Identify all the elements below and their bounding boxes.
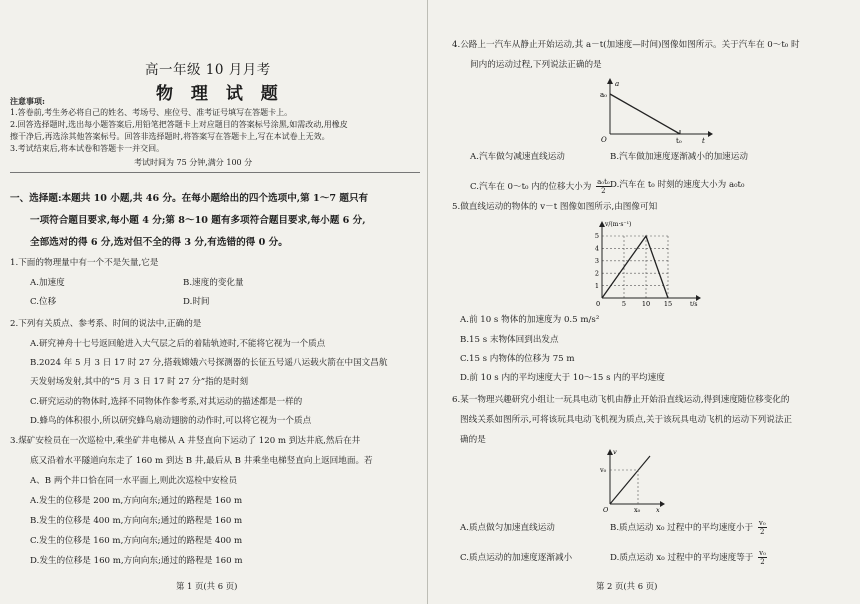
q5-option-c: C.15 s 内物体的位移为 75 m — [460, 354, 575, 364]
q3-option-a: A.发生的位移是 200 m,方向向东;通过的路程是 160 m — [30, 496, 243, 506]
q6-d-fraction-numerator: v₀ — [759, 549, 766, 557]
page-divider — [427, 0, 428, 604]
q6-graph-line — [610, 456, 650, 504]
q4-fraction-numerator: a₀t₀ — [597, 178, 610, 186]
q4-y-arrow — [607, 78, 613, 84]
q4-stem-line-2: 间内的运动过程,下列说法正确的是 — [470, 60, 602, 70]
q6-vx-graph — [598, 448, 670, 514]
q5-y-tick-2: 2 — [594, 269, 599, 278]
q5-option-d: D.前 10 s 内的平均速度大于 10～15 s 内的平均速度 — [460, 373, 665, 383]
q3-stem-line-2: 底又沿着水平隧道向东走了 160 m 到达 B 井,最后从 B 井乘坐电梯竖直向上返回地面。若 — [30, 456, 373, 466]
q2-stem: 2.下列有关质点、参考系、时间的说法中,正确的是 — [10, 319, 202, 329]
q6-origin-label: O — [603, 506, 609, 514]
notice-line-1: 1.答卷前,考生务必将自己的姓名、考场号、座位号、准考证号填写在答题卡上。 — [10, 108, 293, 117]
exam-time-info: 考试时间为 75 分钟,满分 100 分 — [134, 158, 253, 167]
notice-heading: 注意事项: — [10, 96, 45, 106]
q4-origin-label: O — [601, 136, 607, 144]
q6-option-c: C.质点运动的加速度逐渐减小 — [460, 553, 573, 563]
q4-x-arrow — [708, 131, 713, 137]
q4-t-axis-label: t — [702, 137, 705, 144]
q5-x-tick-10: 10 — [641, 300, 651, 306]
q6-x0-label: x₀ — [634, 506, 641, 514]
q1-option-d: D.时间 — [183, 297, 210, 307]
exam-title: 高一年级 10 月月考 — [145, 62, 271, 78]
q6-stem-line-3: 确的是 — [460, 435, 486, 445]
q5-option-b: B.15 s 末物体回到出发点 — [460, 335, 559, 345]
q4-graph-line — [610, 94, 680, 134]
q6-stem-line-1: 6.某一物理兴趣研究小组让一玩具电动飞机由静止开始沿直线运动,得到速度随位移变化的 — [452, 395, 790, 405]
q5-x-tick-15: 15 — [663, 300, 673, 306]
q2-option-d: D.蜂鸟的体积很小,所以研究蜂鸟扇动翅膀的动作时,可以将它视为一个质点 — [30, 416, 312, 426]
q5-y-tick-4: 4 — [594, 244, 599, 253]
q4-a0-label: a₀ — [600, 91, 607, 99]
q4-at-graph — [598, 78, 713, 144]
notice-line-2: 2.回答选择题时,选出每小题答案后,用铅笔把答题卡上对应题目的答案标号涂黑,如需改动,用橡皮 — [10, 120, 348, 129]
q6-d-fraction — [758, 549, 767, 566]
q1-stem: 1.下面的物理量中有一个不是矢量,它是 — [10, 258, 159, 268]
section-rule — [10, 172, 420, 173]
q6-x-axis-label: x — [656, 506, 660, 514]
q6-option-b — [610, 519, 767, 536]
q5-stem: 5.做直线运动的物体的 v－t 图像如图所示,由图像可知 — [452, 202, 658, 212]
q6-b-fraction — [758, 519, 767, 536]
q1-option-c: C.位移 — [30, 297, 57, 307]
q6-option-a: A.质点做匀加速直线运动 — [460, 523, 555, 533]
q4-option-b: B.汽车做加速度逐渐减小的加速运动 — [610, 152, 748, 162]
notice-line-3: 擦干净后,再选涂其他答案标号。回答非选择题时,将答案写在答题卡上,写在本试卷上无效。 — [10, 132, 330, 141]
q4-option-d: D.汽车在 t₀ 时刻的速度大小为 a₀t₀ — [610, 180, 745, 190]
q6-x-arrow — [660, 501, 665, 507]
q4-t0-label: t₀ — [676, 137, 682, 144]
right-page — [430, 0, 860, 604]
q5-graph-line — [602, 236, 668, 298]
q6-d-fraction-denominator: 2 — [760, 558, 765, 566]
section1-line-3: 全部选对的得 6 分,选对但不全的得 3 分,有选错的得 0 分。 — [30, 237, 288, 248]
q2-option-c: C.研究运动的物体时,选择不同物体作参考系,对其运动的描述都是一样的 — [30, 397, 303, 407]
q3-option-b: B.发生的位移是 400 m,方向向东;通过的路程是 160 m — [30, 516, 243, 526]
q5-x-tick-5: 5 — [621, 300, 627, 306]
q6-b-fraction-denominator: 2 — [760, 528, 765, 536]
page-footer-left: 第 1 页(共 6 页) — [176, 581, 238, 591]
page-footer-right: 第 2 页(共 6 页) — [596, 581, 658, 591]
q3-stem-line-1: 3.煤矿安检员在一次巡检中,乘坐矿井电梯从 A 井竖直向下运动了 120 m 到达井底,然后在井 — [10, 436, 361, 446]
q6-stem-line-2: 图线关系如图所示,可将该玩具电动飞机视为质点,关于该玩具电动飞机的运动下列说法正 — [460, 415, 793, 425]
q5-y-tick-5: 5 — [594, 232, 599, 241]
q3-stem-line-3: A、B 两个井口恰在同一水平面上,则此次巡检中安检员 — [30, 476, 238, 486]
q4-option-c-text: C.汽车在 0～t₀ 内的位移大小为 — [470, 182, 592, 192]
notice-line-4: 3.考试结束后,将本试卷和答题卡一并交回。 — [10, 144, 165, 153]
q1-option-a: A.加速度 — [30, 278, 65, 288]
q4-a-axis-label: a — [615, 80, 620, 88]
q4-fraction-denominator: 2 — [601, 187, 606, 195]
left-page — [0, 0, 426, 604]
q2-option-b-line-2: 天发射场发射,其中的“5 月 3 日 17 时 27 分”指的是时刻 — [30, 377, 249, 387]
q5-vt-graph — [588, 218, 703, 306]
q6-option-d — [610, 549, 767, 566]
q6-option-b-text: B.质点运动 x₀ 过程中的平均速度小于 — [610, 523, 754, 533]
q6-v0-label: v₀ — [600, 466, 607, 474]
q5-option-a: A.前 10 s 物体的加速度为 0.5 m/s² — [460, 315, 600, 325]
section1-line-1: 一、选择题:本题共 10 小题,共 46 分。在每小题给出的四个选项中,第 1～7 题只有 — [10, 193, 369, 204]
q3-option-c: C.发生的位移是 160 m,方向向东;通过的路程是 400 m — [30, 536, 243, 546]
subject-title: 物 理 试 题 — [156, 84, 284, 104]
q5-y-tick-1: 1 — [594, 281, 599, 290]
q6-option-d-text: D.质点运动 x₀ 过程中的平均速度等于 — [610, 553, 754, 563]
q4-option-c — [470, 178, 611, 195]
q5-y-axis-label: v/(m·s⁻¹) — [605, 221, 632, 228]
q6-v-axis-label: v — [613, 448, 617, 456]
q3-option-d: D.发生的位移是 160 m,方向向东;通过的路程是 160 m — [30, 556, 243, 566]
q4-fraction — [596, 178, 611, 195]
q5-y-tick-3: 3 — [594, 257, 599, 265]
section1-line-2: 一项符合题目要求,每小题 4 分;第 8～10 题有多项符合题目要求,每小题 6 分, — [30, 215, 366, 226]
q1-option-b: B.速度的变化量 — [183, 278, 244, 288]
q2-option-a: A.研究神舟十七号返回舱进入大气层之后的着陆轨迹时,不能将它视为一个质点 — [30, 339, 326, 349]
q2-option-b-line-1: B.2024 年 5 月 3 日 17 时 27 分,搭载嫦娥六号探测器的长征五号遥八运载火箭在中国文昌航 — [30, 358, 388, 368]
q4-option-a: A.汽车做匀减速直线运动 — [470, 152, 565, 162]
q5-origin-label: 0 — [596, 300, 601, 306]
q4-stem-line-1: 4.公路上一汽车从静止开始运动,其 a－t(加速度—时间)图像如图所示。关于汽车在 0～t₀ 时 — [452, 40, 800, 50]
q5-x-axis-label: t/s — [690, 301, 698, 306]
q6-b-fraction-numerator: v₀ — [758, 519, 766, 527]
